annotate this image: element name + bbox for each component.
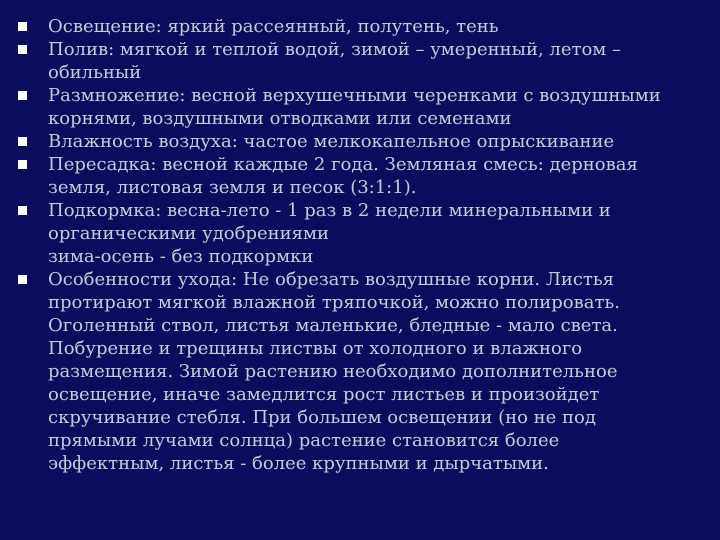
bullet-text-line: Влажность воздуха: частое мелкокапельное опрыскивание <box>48 131 615 152</box>
square-bullet-icon <box>18 206 27 215</box>
bullet-item-watering <box>18 38 698 84</box>
bullet-text-line: протирают мягкой влажной тряпочкой, можно полировать. <box>48 292 620 313</box>
bullet-text-line: органическими удобрениями <box>48 223 329 244</box>
bullet-item-lighting <box>18 15 698 38</box>
bullet-text-line: Оголенный ствол, листья маленькие, бледные - мало света. <box>48 315 618 336</box>
bullet-text-line: Освещение: яркий рассеянный, полутень, тень <box>48 16 499 37</box>
bullet-text-line: обильный <box>48 62 142 83</box>
bullet-item-propagation <box>18 84 698 130</box>
bullet-text-line: Особенности ухода: Не обрезать воздушные корни. Листья <box>48 269 615 290</box>
bullet-item-humidity <box>18 130 698 153</box>
bullet-text-line: Пересадка: весной каждые 2 года. Земляная смесь: дерновая <box>48 154 638 175</box>
square-bullet-icon <box>18 45 27 54</box>
square-bullet-icon <box>18 160 27 169</box>
bullet-text-line: Побурение и трещины листвы от холодного и влажного <box>48 338 583 359</box>
bullet-text-line: Подкормка: весна-лето - 1 раз в 2 недели минеральными и <box>48 200 611 221</box>
bullet-text-line: Размножение: весной верхушечными черенками с воздушными <box>48 85 661 106</box>
bullet-item-feeding <box>18 199 698 268</box>
bullet-text-line: земля, листовая земля и песок (3:1:1). <box>48 177 417 198</box>
bullet-item-repotting <box>18 153 698 199</box>
bullet-text-line: прямыми лучами солнца) растение становится более <box>48 430 560 451</box>
bullet-text-line: зима-осень - без подкормки <box>48 246 314 267</box>
square-bullet-icon <box>18 275 27 284</box>
square-bullet-icon <box>18 22 27 31</box>
bullet-text-line: Полив: мягкой и теплой водой, зимой – умеренный, летом – <box>48 39 622 60</box>
bullet-text-line: корнями, воздушными отводками или семенами <box>48 108 512 129</box>
square-bullet-icon <box>18 137 27 146</box>
bullet-text-line: скручивание стебля. При большем освещении (но не под <box>48 407 596 428</box>
square-bullet-icon <box>18 91 27 100</box>
bullet-text-line: освещение, иначе замедлится рост листьев и произойдет <box>48 384 600 405</box>
bullet-text-line: эффектным, листья - более крупными и дырчатыми. <box>48 453 549 474</box>
bullet-item-care <box>18 268 698 475</box>
bullet-text-line: размещения. Зимой растению необходимо дополнительное <box>48 361 618 382</box>
bullet-list <box>18 15 698 475</box>
